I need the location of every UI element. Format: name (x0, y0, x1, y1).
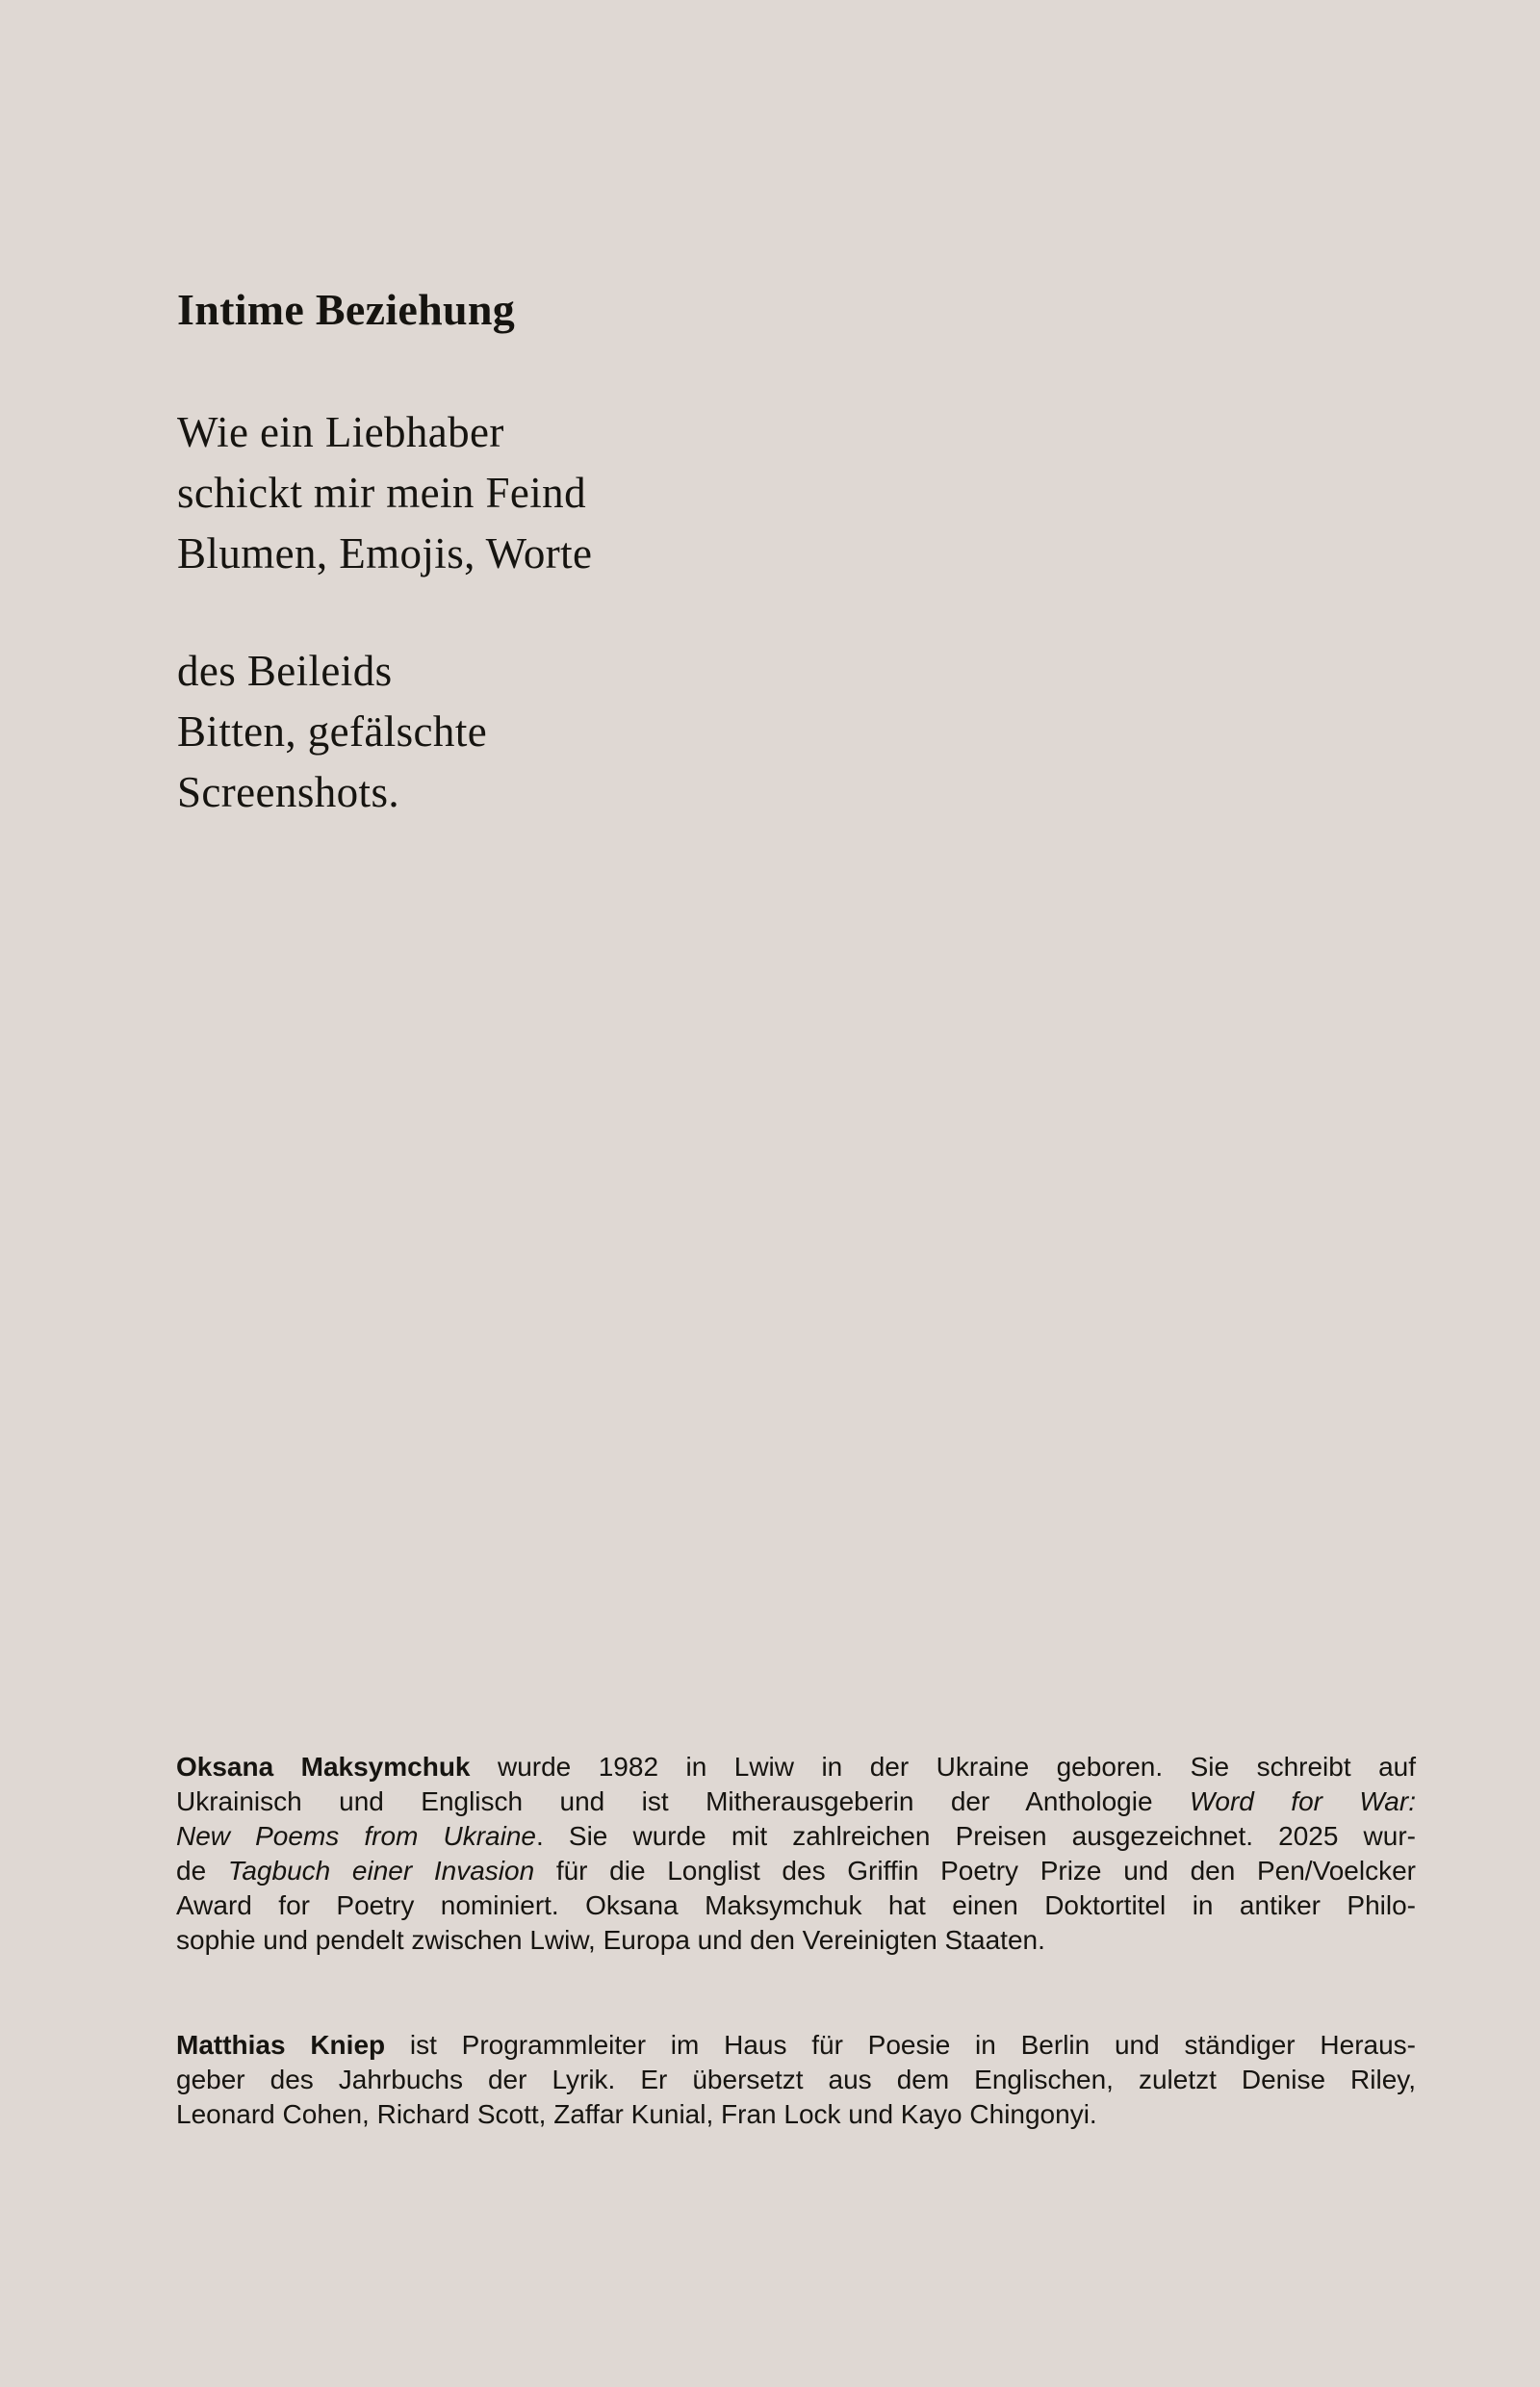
bio-text: de (176, 1856, 228, 1886)
book-title: Tagbuch einer Invasion (227, 1856, 535, 1886)
bio-line (176, 1784, 1416, 1819)
poem-line: schickt mir mein Feind (177, 469, 586, 517)
bio-line (176, 1819, 1416, 1854)
author-bio (176, 1750, 1416, 1958)
bio-text: ist Programmleiter im Haus für Poesie in Berlin und ständiger Heraus- (385, 2030, 1416, 2060)
bio-text: wurde 1982 in Lwiw in der Ukraine geboren. Sie schreibt auf (470, 1752, 1417, 1782)
bio-line (176, 1750, 1416, 1784)
bio-text: für die Longlist des Griffin Poetry Prize und den Pen/Voelcker (534, 1856, 1416, 1886)
bio-line (176, 1923, 1416, 1958)
book-title: Word for War: (1189, 1786, 1416, 1816)
bio-text: . Sie wurde mit zahlreichen Preisen ausgezeichnet. 2025 wur- (536, 1821, 1416, 1851)
poem-line: des Beileids (177, 647, 393, 695)
bio-line (176, 2097, 1416, 2132)
poem-stanza-1 (177, 402, 592, 584)
translator-bio (176, 2028, 1416, 2132)
bio-text: Leonard Cohen, Richard Scott, Zaffar Kunial, Fran Lock und Kayo Chingonyi. (176, 2099, 1097, 2129)
poem-line: Screenshots. (177, 768, 400, 816)
bio-text: Ukrainisch und Englisch und ist Mitherausgeberin der Anthologie (176, 1786, 1190, 1816)
bio-line (176, 1888, 1416, 1923)
bio-text: sophie und pendelt zwischen Lwiw, Europa und den Vereinigten Staaten. (176, 1925, 1045, 1955)
bio-line (176, 1854, 1416, 1888)
book-title: New Poems from Ukraine (176, 1821, 536, 1851)
bio-text: geber des Jahrbuchs der Lyrik. Er übersetzt aus dem Englischen, zuletzt Denise Riley, (176, 2065, 1416, 2094)
poem-line: Wie ein Liebhaber (177, 408, 504, 456)
poem-stanza-2 (177, 641, 487, 823)
bio-line (176, 2063, 1416, 2097)
bio-line (176, 2028, 1416, 2063)
poem-title: Intime Beziehung (177, 285, 516, 334)
bio-text: Award for Poetry nominiert. Oksana Maksymchuk hat einen Doktortitel in antiker Philo- (176, 1890, 1416, 1920)
translator-name: Matthias Kniep (176, 2030, 386, 2060)
poem-line: Bitten, gefälschte (177, 707, 488, 756)
poem-line: Blumen, Emojis, Worte (177, 529, 593, 578)
author-name: Oksana Maksymchuk (176, 1752, 471, 1782)
